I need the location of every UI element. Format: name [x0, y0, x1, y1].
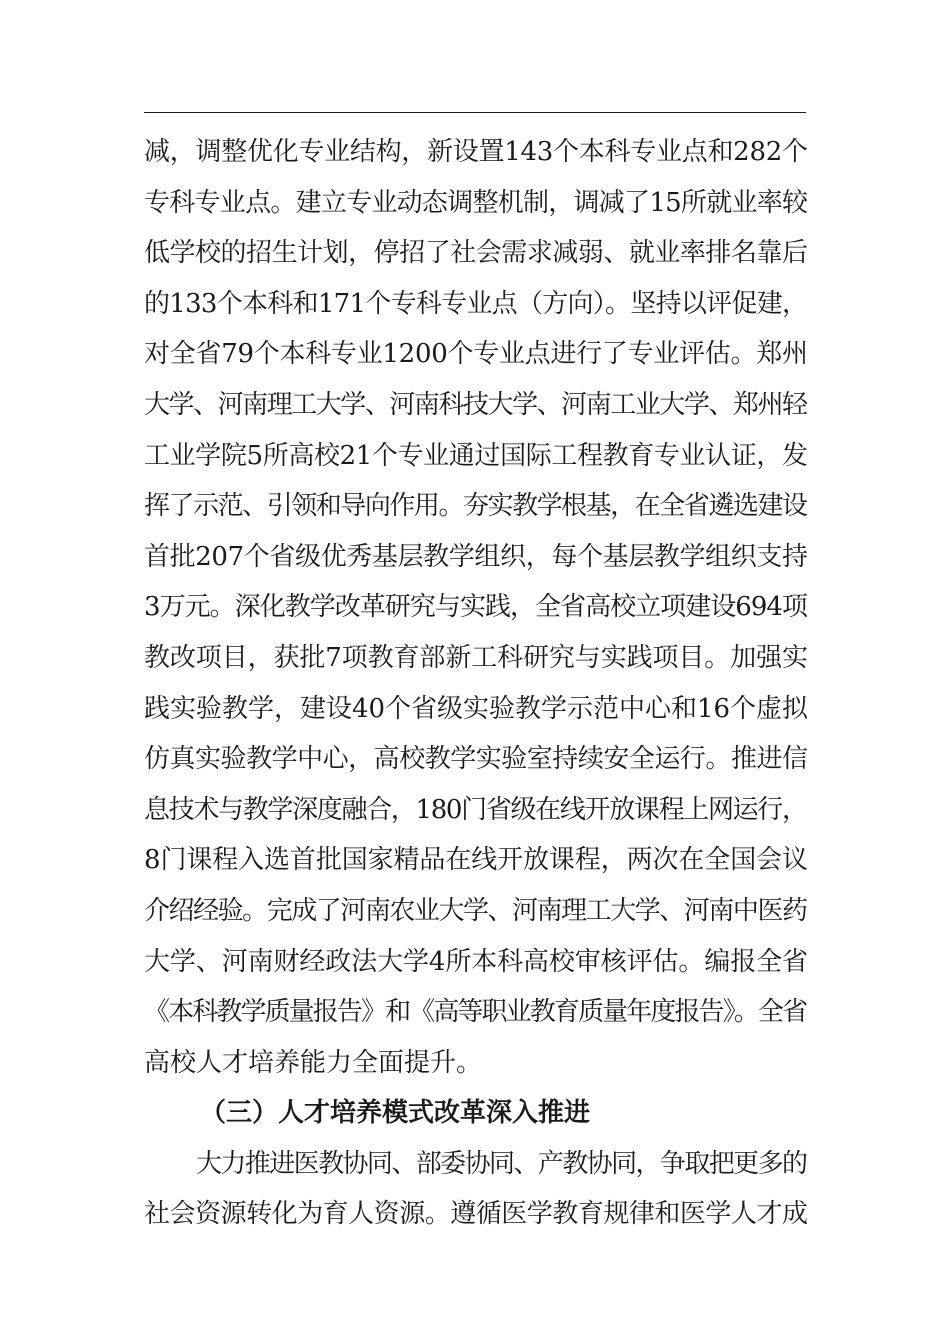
body-line: 的133个本科和171个专科专业点（方向）。坚持以评促建， [144, 288, 808, 319]
body-line: 8门课程入选首批国家精品在线开放课程，两次在全国会议 [144, 845, 808, 876]
body-line: 低学校的招生计划，停招了社会需求减弱、就业率排名靠后 [144, 238, 808, 269]
document-body [144, 127, 808, 1240]
body-line: 3万元。深化教学改革研究与实践，全省高校立项建设694项 [144, 592, 808, 623]
body-line: 介绍经验。完成了河南农业大学、河南理工大学、河南中医药 [144, 895, 807, 926]
body-line: 仿真实验教学中心，高校教学实验室持续安全运行。推进信 [144, 744, 808, 775]
header-rule [144, 112, 806, 113]
body-line-last: 高校人才培养能力全面提升。 [144, 1047, 483, 1078]
body-line: 大学、河南理工大学、河南科技大学、河南工业大学、郑州轻 [144, 389, 807, 420]
body-line: 专科专业点。建立专业动态调整机制，调减了15所就业率较 [144, 187, 808, 218]
body-line: 《本科教学质量报告》和《高等职业教育质量年度报告》。全省 [144, 997, 807, 1028]
body-line: 减，调整优化专业结构，新设置143个本科专业点和282个 [144, 137, 808, 167]
body-line: 教改项目，获批7项教育部新工科研究与实践项目。加强实 [144, 642, 808, 673]
section-heading: （三）人才培养模式改革深入推进 [200, 1098, 591, 1129]
body-line: 息技术与教学深度融合，180门省级在线开放课程上网运行， [144, 794, 807, 825]
body-line: 对全省79个本科专业1200个专业点进行了专业评估。郑州 [144, 339, 808, 370]
body-line: 首批207个省级优秀基层教学组织，每个基层教学组织支持 [144, 541, 808, 572]
body-line: 工业学院5所高校21个专业通过国际工程教育专业认证，发 [144, 440, 808, 471]
body-line: 践实验教学，建设40个省级实验教学示范中心和16个虚拟 [144, 693, 808, 724]
paragraph-line: 社会资源转化为育人资源。遵循医学教育规律和医学人才成 [144, 1199, 808, 1230]
body-line: 大学、河南财经政法大学4所本科高校审核评估。编报全省 [144, 946, 808, 977]
body-line: 挥了示范、引领和导向作用。夯实教学根基，在全省遴选建设 [144, 491, 807, 522]
paragraph-line: 大力推进医教协同、部委协同、产教协同，争取把更多的 [196, 1148, 807, 1179]
